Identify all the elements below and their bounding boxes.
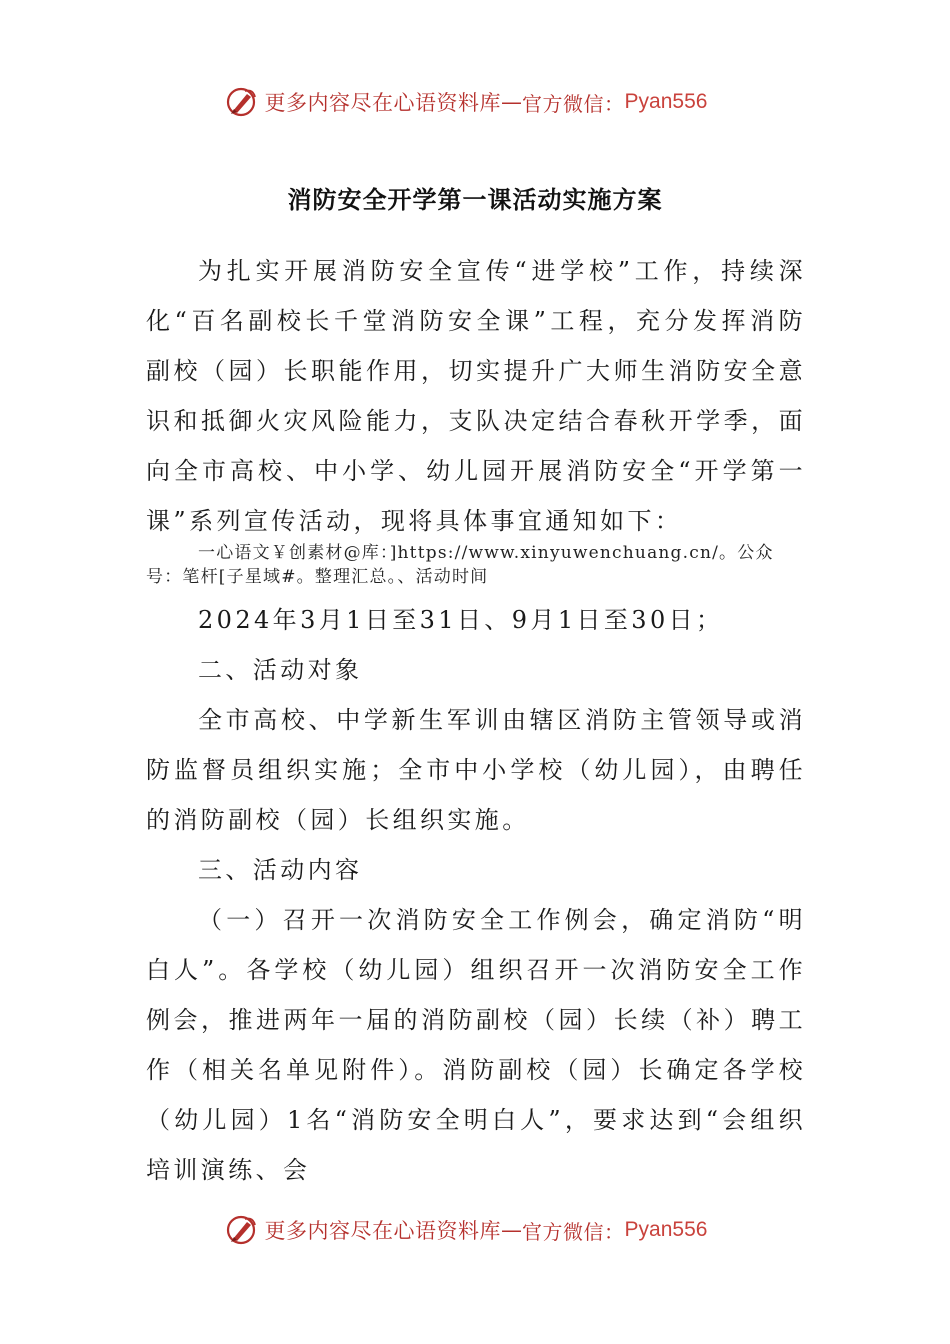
pen-logo-icon [225, 85, 259, 119]
activity-dates: 2024年3月1日至31日、9月1日至30日； [198, 606, 724, 634]
banner-text: 更多内容尽在心语资料库 [264, 1219, 502, 1243]
banner-text: 更多内容尽在心语资料库 [264, 91, 502, 115]
section3-body: （一）召开一次消防安全工作例会，确定消防“明白人”。各学校（幼儿园）组织召开一次消防安全工作例会，推进两年一届的消防副校（园）长续（补）聘工作（相关名单见附件）。消防副校（园）长确定各学校（幼儿园）1名“消防安全明白人”，要求达到“会组织培训演练、会 [146, 906, 806, 1184]
banner-wechat-label: 官方微信： [522, 1219, 625, 1244]
footer-banner [0, 1208, 950, 1252]
banner-dash: — [501, 1218, 523, 1242]
header-banner [0, 80, 950, 124]
watermark-line: 一心语文￥创素材@库：]https://www.xinyuwenchuang.cn/。公众号：笔杆[子星域#。整理汇总。、活动时间 [146, 543, 774, 587]
banner-wechat-id: Pyan556 [624, 90, 708, 113]
banner-wechat-label: 官方微信： [522, 91, 625, 116]
section2-body: 全市高校、中学新生军训由辖区消防主管领导或消防监督员组织实施；全市中小学校（幼儿园），由聘任的消防副校（园）长组织实施。 [146, 706, 806, 834]
document-title: 消防安全开学第一课活动实施方案 [287, 186, 663, 214]
section3-heading: 三、活动内容 [198, 856, 363, 884]
intro-paragraph: 为扎实开展消防安全宣传“进学校”工作，持续深化“百名副校长千堂消防安全课”工程，充分发挥消防副校（园）长职能作用，切实提升广大师生消防安全意识和抵御火灾风险能力，支队决定结合春秋开学季，面向全市高校、中小学、幼儿园开展消防安全“开学第一课”系列宣传活动，现将具体事宜通知如下： [146, 257, 806, 535]
pen-logo-icon [225, 1213, 259, 1247]
banner-wechat-id: Pyan556 [624, 1218, 708, 1241]
banner-dash: — [501, 90, 523, 114]
section2-heading: 二、活动对象 [198, 656, 363, 684]
